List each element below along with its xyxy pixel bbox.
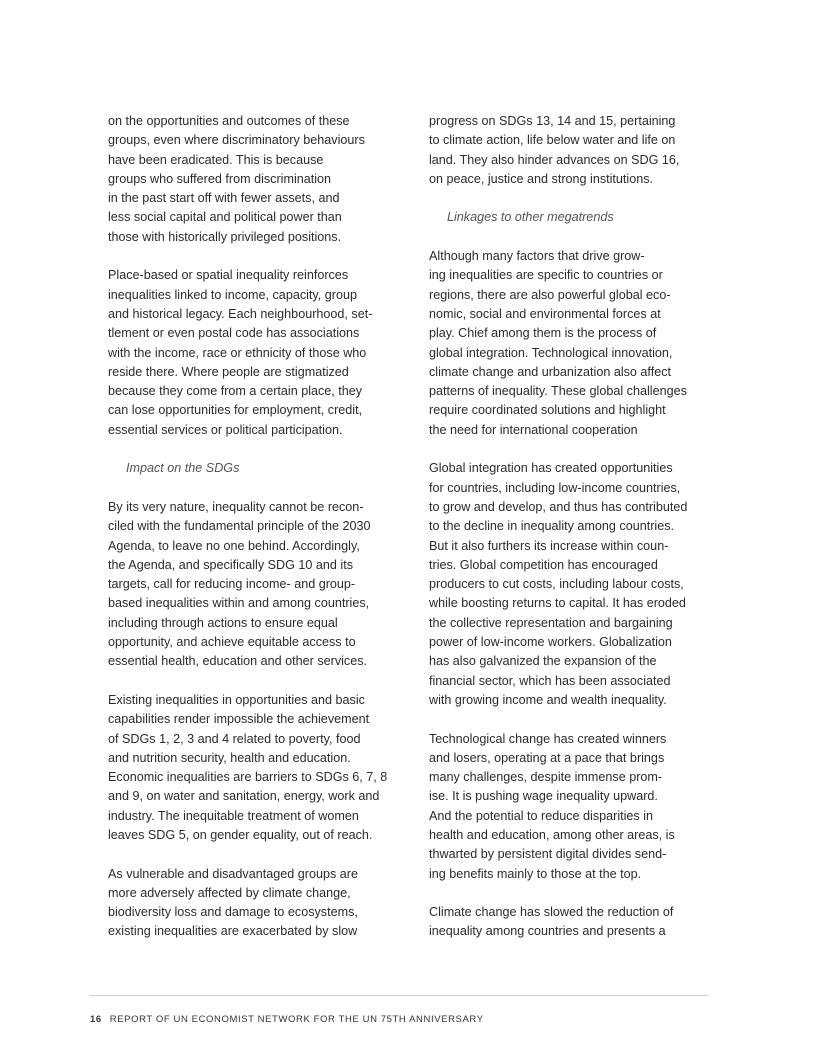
text-line: As vulnerable and disadvantaged groups are xyxy=(108,866,358,881)
text-line: land. They also hinder advances on SDG 16, xyxy=(429,152,680,167)
text-line: because they come from a certain place, they xyxy=(108,384,363,399)
text-line: to grow and develop, and thus has contributed xyxy=(429,499,688,514)
text-line: existing inequalities are exacerbated by slow xyxy=(108,924,358,939)
text-line: less social capital and political power than xyxy=(108,210,342,225)
paragraph xyxy=(429,459,719,710)
text-line: Agenda, to leave no one behind. Accordingly, xyxy=(108,538,360,553)
text-line: ing inequalities are specific to countries or xyxy=(429,268,663,283)
text-line: the Agenda, and specifically SDG 10 and its xyxy=(108,557,354,572)
text-line: the need for international cooperation xyxy=(429,422,638,437)
text-line: Economic inequalities are barriers to SDGs 6, 7, 8 xyxy=(108,770,388,785)
footer-divider xyxy=(90,995,708,996)
text-line: tlement or even postal code has associations xyxy=(108,326,360,341)
paragraph xyxy=(429,247,719,440)
text-line: on peace, justice and strong institutions. xyxy=(429,171,654,186)
text-line: And the potential to reduce disparities in xyxy=(429,808,654,823)
text-line: patterns of inequality. These global challenges xyxy=(429,384,687,399)
text-line: But it also furthers its increase within coun- xyxy=(429,538,669,553)
text-line: Existing inequalities in opportunities and basic xyxy=(108,692,365,707)
text-line: industry. The inequitable treatment of women xyxy=(108,808,359,823)
text-line: regions, there are also powerful global eco- xyxy=(429,287,671,302)
text-line: essential services or political participation. xyxy=(108,422,343,437)
text-line: global integration. Technological innovation, xyxy=(429,345,673,360)
text-line: ing benefits mainly to those at the top. xyxy=(429,866,642,881)
paragraph xyxy=(429,730,719,884)
left-column xyxy=(108,112,398,942)
paragraph xyxy=(429,112,719,189)
text-line: inequality among countries and presents a xyxy=(429,924,666,939)
text-line: thwarted by persistent digital divides send- xyxy=(429,847,667,862)
section-subheading: Linkages to other megatrends xyxy=(447,210,614,225)
running-title: REPORT OF UN ECONOMIST NETWORK FOR THE UN 75TH ANNIVERSARY xyxy=(109,1014,484,1025)
section-subheading: Impact on the SDGs xyxy=(126,461,240,476)
text-line: power of low-income workers. Globalization xyxy=(429,635,672,650)
text-line: leaves SDG 5, on gender equality, out of reach. xyxy=(108,827,373,842)
text-line: including through actions to ensure equal xyxy=(108,615,338,630)
paragraph xyxy=(429,903,719,942)
text-line: Technological change has created winners xyxy=(429,731,667,746)
text-line: ise. It is pushing wage inequality upward. xyxy=(429,789,658,804)
text-line: opportunity, and achieve equitable access to xyxy=(108,635,356,650)
right-column xyxy=(429,112,719,942)
text-line: can lose opportunities for employment, credit, xyxy=(108,403,363,418)
text-line: for countries, including low-income countries, xyxy=(429,480,681,495)
text-line: health and education, among other areas, is xyxy=(429,827,675,842)
text-line: has also galvanized the expansion of the xyxy=(429,654,657,669)
text-line: progress on SDGs 13, 14 and 15, pertaining xyxy=(429,114,676,128)
text-line: the collective representation and bargaining xyxy=(429,615,673,630)
text-line: groups, even where discriminatory behaviours xyxy=(108,133,365,148)
paragraph xyxy=(108,865,398,942)
text-line: with the income, race or ethnicity of those who xyxy=(108,345,367,360)
text-line: Climate change has slowed the reduction of xyxy=(429,905,674,920)
paragraph xyxy=(108,266,398,440)
text-line: producers to cut costs, including labour costs, xyxy=(429,577,684,592)
text-line: groups who suffered from discrimination xyxy=(108,171,332,186)
text-line: and losers, operating at a pace that brings xyxy=(429,750,665,765)
text-line: those with historically privileged positions. xyxy=(108,229,342,244)
text-line: on the opportunities and outcomes of these xyxy=(108,114,350,128)
text-line: financial sector, which has been associated xyxy=(429,673,671,688)
text-line: of SDGs 1, 2, 3 and 4 related to poverty, food xyxy=(108,731,361,746)
text-line: to the decline in inequality among countries. xyxy=(429,519,675,534)
text-line: with growing income and wealth inequality. xyxy=(429,692,667,707)
text-line: inequalities linked to income, capacity, group xyxy=(108,287,357,302)
text-line: have been eradicated. This is because xyxy=(108,152,324,167)
text-line: reside there. Where people are stigmatized xyxy=(108,364,349,379)
text-line: tries. Global competition has encouraged xyxy=(429,557,658,572)
text-line: capabilities render impossible the achievement xyxy=(108,712,370,727)
paragraph xyxy=(108,112,398,247)
text-line: play. Chief among them is the process of xyxy=(429,326,657,341)
text-line: targets, call for reducing income- and group- xyxy=(108,577,356,592)
text-line: By its very nature, inequality cannot be recon- xyxy=(108,499,364,514)
text-line: Although many factors that drive grow- xyxy=(429,249,645,264)
text-line: and nutrition security, health and education. xyxy=(108,750,351,765)
page-number: 16 xyxy=(90,1014,102,1025)
text-line: and historical legacy. Each neighbourhood, set- xyxy=(108,306,373,321)
text-line: biodiversity loss and damage to ecosystems, xyxy=(108,905,358,920)
text-line: many challenges, despite immense prom- xyxy=(429,770,663,785)
text-line: and 9, on water and sanitation, energy, work and xyxy=(108,789,380,804)
text-line: based inequalities within and among countries, xyxy=(108,596,370,611)
text-line: nomic, social and environmental forces at xyxy=(429,306,661,321)
page-footer xyxy=(90,1014,484,1025)
text-line: to climate action, life below water and life on xyxy=(429,133,676,148)
paragraph xyxy=(108,691,398,845)
text-line: ciled with the fundamental principle of the 2030 xyxy=(108,519,371,534)
text-line: require coordinated solutions and highlight xyxy=(429,403,666,418)
text-line: while boosting returns to capital. It has eroded xyxy=(429,596,686,611)
text-line: Place-based or spatial inequality reinforces xyxy=(108,268,349,283)
text-line: climate change and urbanization also affect xyxy=(429,364,672,379)
text-line: more adversely affected by climate change, xyxy=(108,885,351,900)
text-line: in the past start off with fewer assets, and xyxy=(108,191,340,206)
text-line: essential health, education and other services. xyxy=(108,654,368,669)
text-line: Global integration has created opportunities xyxy=(429,461,673,476)
paragraph xyxy=(108,498,398,672)
